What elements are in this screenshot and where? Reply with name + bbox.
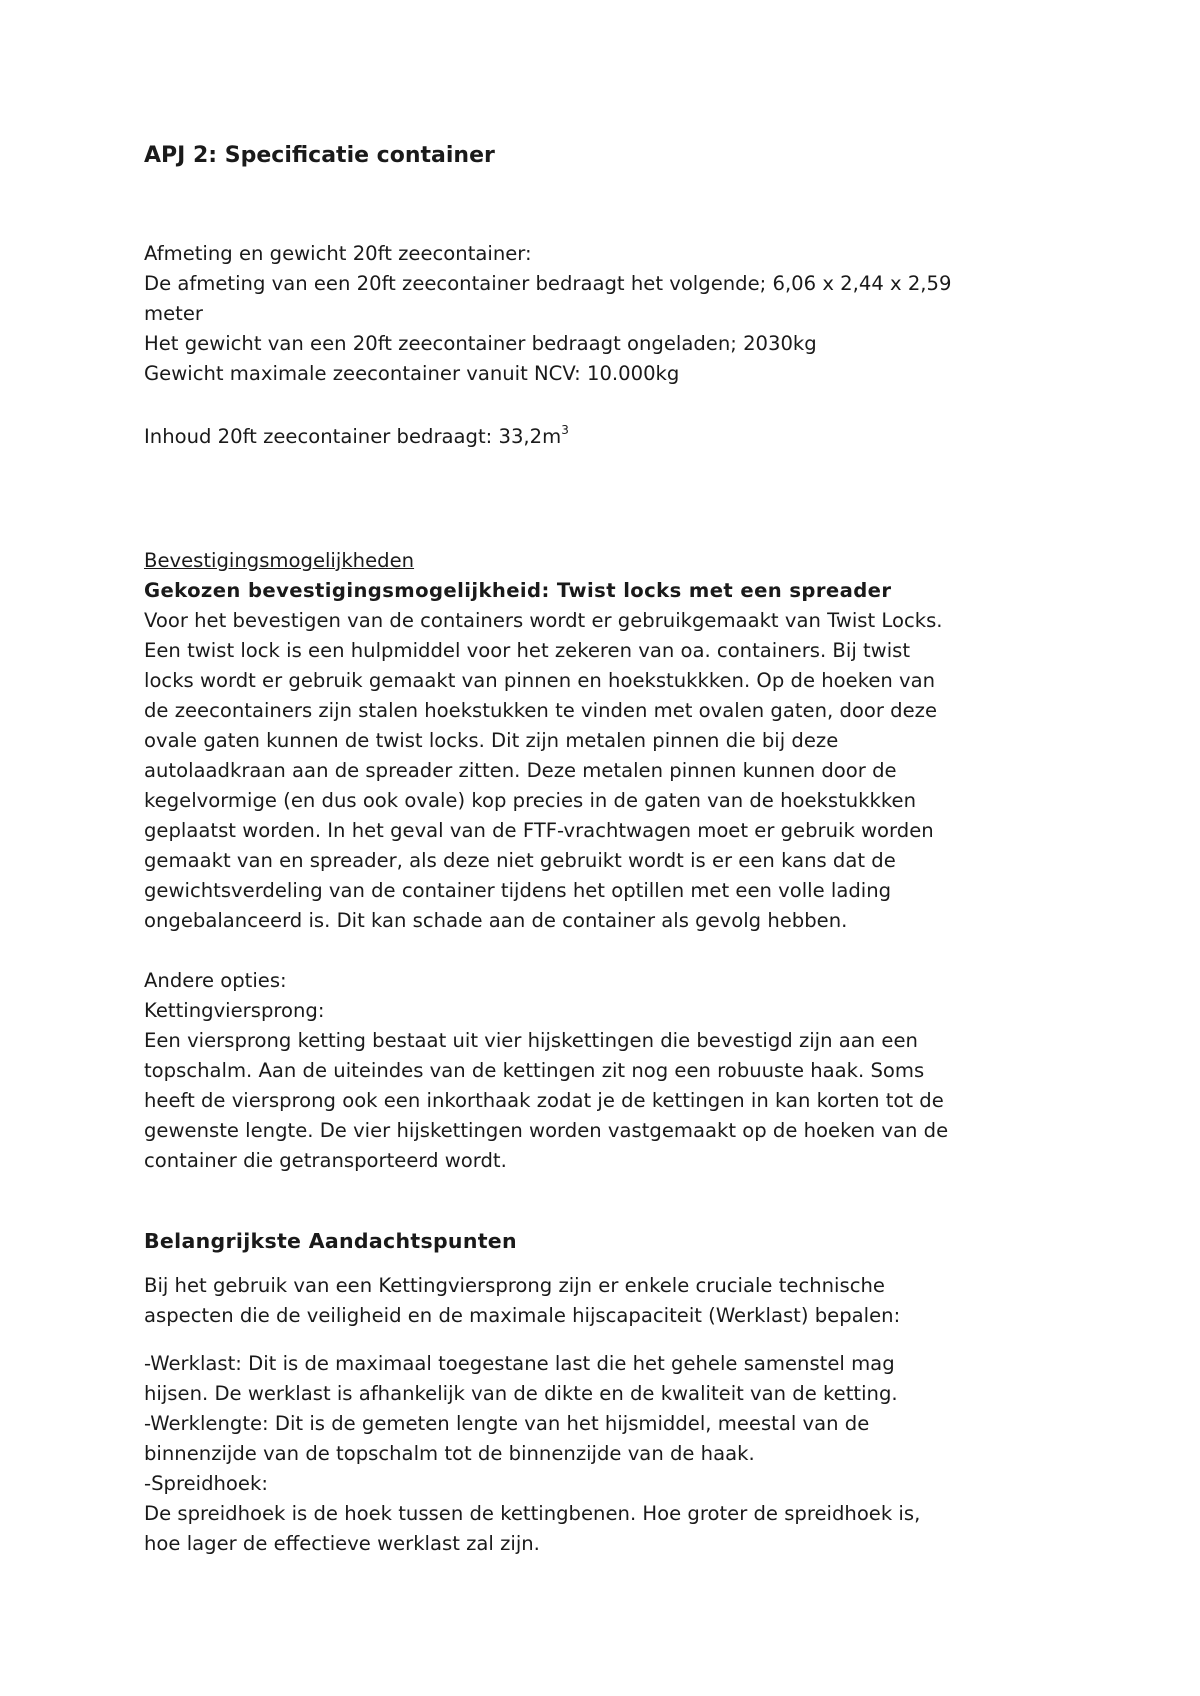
specs-section	[144, 239, 951, 389]
list-item-line: -Werklengte: Dit is de gemeten lengte van het hijsmiddel, meestal van de	[144, 1412, 870, 1435]
paragraph-line: geplaatst worden. In het geval van de FTF-vrachtwagen moet er gebruik worden	[144, 819, 934, 842]
paragraph-line: topschalm. Aan de uiteindes van de kettingen zit nog een robuuste haak. Soms	[144, 1059, 925, 1082]
paragraph-line: Bij het gebruik van een Kettingviersprong zijn er enkele cruciale technische	[144, 1274, 885, 1297]
key-points-heading: Belangrijkste Aandachtspunten	[144, 1229, 517, 1253]
fastening-section	[144, 546, 943, 936]
other-options-section	[144, 966, 948, 1176]
paragraph-line: autolaadkraan aan de spreader zitten. Deze metalen pinnen kunnen door de	[144, 759, 897, 782]
specs-line: meter	[144, 302, 203, 325]
paragraph-line: container die getransporteerd wordt.	[144, 1149, 507, 1172]
paragraph-line: heeft de viersprong ook een inkorthaak zodat je de kettingen in kan korten tot de	[144, 1089, 944, 1112]
paragraph-line: gewichtsverdeling van de container tijdens het optillen met een volle lading	[144, 879, 892, 902]
specs-line: Het gewicht van een 20ft zeecontainer bedraagt ongeladen; 2030kg	[144, 332, 817, 355]
list-item-line: hoe lager de effectieve werklast zal zijn.	[144, 1532, 540, 1555]
volume-line	[144, 422, 569, 452]
paragraph-line: Kettingviersprong:	[144, 999, 325, 1022]
key-points-list	[144, 1349, 920, 1559]
section-label: Bevestigingsmogelijkheden	[144, 549, 415, 572]
chosen-heading: Gekozen bevestigingsmogelijkheid: Twist locks met een spreader	[144, 579, 892, 602]
specs-line: De afmeting van een 20ft zeecontainer bedraagt het volgende; 6,06 x 2,44 x 2,59	[144, 272, 952, 295]
paragraph-line: Een twist lock is een hulpmiddel voor het zekeren van oa. containers. Bij twist	[144, 639, 911, 662]
paragraph-line: ongebalanceerd is. Dit kan schade aan de container als gevolg hebben.	[144, 909, 848, 932]
key-points-intro	[144, 1271, 900, 1331]
paragraph-line: ovale gaten kunnen de twist locks. Dit zijn metalen pinnen die bij deze	[144, 729, 839, 752]
paragraph-line: gewenste lengte. De vier hijskettingen worden vastgemaakt op de hoeken van de	[144, 1119, 949, 1142]
paragraph-line: Voor het bevestigen van de containers wordt er gebruikgemaakt van Twist Locks.	[144, 609, 943, 632]
specs-line: Gewicht maximale zeecontainer vanuit NCV: 10.000kg	[144, 362, 680, 385]
paragraph-line: Een viersprong ketting bestaat uit vier hijskettingen die bevestigd zijn aan een	[144, 1029, 918, 1052]
paragraph-line: locks wordt er gebruik gemaakt van pinnen en hoekstukkken. Op de hoeken van	[144, 669, 936, 692]
paragraph-line: kegelvormige (en dus ook ovale) kop precies in de gaten van de hoekstukkken	[144, 789, 917, 812]
list-item-line: De spreidhoek is de hoek tussen de kettingbenen. Hoe groter de spreidhoek is,	[144, 1502, 921, 1525]
list-item-line: binnenzijde van de topschalm tot de binnenzijde van de haak.	[144, 1442, 755, 1465]
paragraph-line: aspecten die de veiligheid en de maximale hijscapaciteit (Werklast) bepalen:	[144, 1304, 901, 1327]
list-item-line: hijsen. De werklast is afhankelijk van de dikte en de kwaliteit van de ketting.	[144, 1382, 898, 1405]
paragraph-line: Andere opties:	[144, 969, 287, 992]
list-item-line: -Werklast: Dit is de maximaal toegestane last die het gehele samenstel mag	[144, 1352, 895, 1375]
list-item-line: -Spreidhoek:	[144, 1472, 268, 1495]
paragraph-line: gemaakt van en spreader, als deze niet gebruikt wordt is er een kans dat de	[144, 849, 896, 872]
specs-line: Afmeting en gewicht 20ft zeecontainer:	[144, 242, 532, 265]
document-title: APJ 2: Specificatie container	[144, 143, 495, 168]
paragraph-line: de zeecontainers zijn stalen hoekstukken te vinden met ovalen gaten, door deze	[144, 699, 938, 722]
volume-superscript: 3	[561, 423, 569, 437]
volume-text: Inhoud 20ft zeecontainer bedraagt: 33,2m	[144, 425, 562, 448]
